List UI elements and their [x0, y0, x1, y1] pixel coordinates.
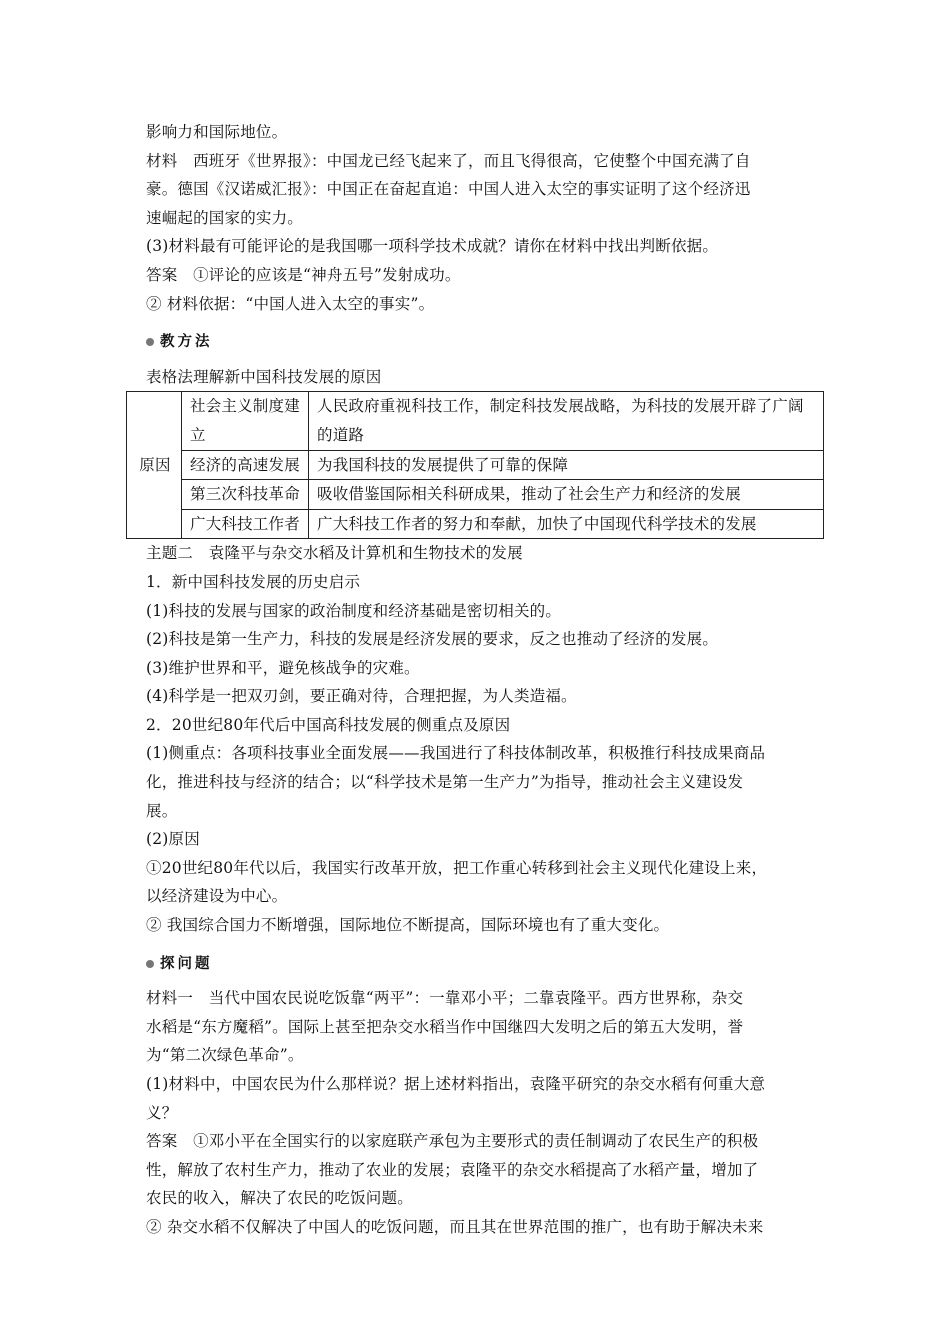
- document-page: [139, 118, 826, 1242]
- table-row-label: 原因: [127, 392, 182, 539]
- bullet-icon: [146, 960, 154, 968]
- text-line: 材料 西班牙《世界报》：中国龙已经飞起来了，而且飞得很高，它使整个中国充满了自: [146, 151, 751, 170]
- bullet-icon: [146, 338, 154, 346]
- table-row: [127, 509, 824, 539]
- answer-line: ② 杂交水稻不仅解决了中国人的吃饭问题，而且其在世界范围的推广，也有助于解决未来: [146, 1217, 764, 1236]
- middle-text-block: [146, 539, 826, 939]
- table-cell-factor: 社会主义制度建立: [182, 392, 309, 450]
- text-line: 材料一 当代中国农民说吃饭靠“两平”：一靠邓小平；二靠袁隆平。西方世界称，杂交: [146, 989, 744, 1008]
- text-line: 水稻是“东方魔稻”。国际上甚至把杂交水稻当作中国继四大发明之后的第五大发明，誉: [146, 1017, 744, 1036]
- answer-line: 性，解放了农村生产力，推动了农业的发展；袁隆平的杂交水稻提高了水稻产量，增加了: [146, 1160, 759, 1179]
- text-line: ② 我国综合国力不断增强，国际地位不断提高，国际环境也有了重大变化。: [146, 916, 670, 935]
- text-line: 以经济建设为中心。: [146, 887, 288, 906]
- text-line: 化，推进科技与经济的结合；以“科学技术是第一生产力”为指导，推动社会主义建设发: [146, 773, 744, 792]
- text-line: (4)科学是一把双刃剑，要正确对待，合理把握，为人类造福。: [146, 687, 577, 706]
- text-line: 为“第二次绿色革命”。: [146, 1046, 304, 1065]
- answer-line: 答案 ①邓小平在全国实行的以家庭联产承包为主要形式的责任制调动了农民生产的积极: [146, 1132, 759, 1151]
- answer-line: ② 材料依据：“中国人进入太空的事实”。: [146, 294, 435, 313]
- text-line: (1)侧重点：各项科技事业全面发展——我国进行了科技体制改革，积极推行科技成果商品: [146, 744, 766, 763]
- text-line: 1．新中国科技发展的历史启示: [146, 572, 361, 591]
- text-line: 2．20世纪80年代后中国高科技发展的侧重点及原因: [146, 715, 511, 734]
- answer-line: 答案 ①评论的应该是“神舟五号”发射成功。: [146, 265, 461, 284]
- table-cell-desc: 广大科技工作者的努力和奉献，加快了中国现代科学技术的发展: [309, 509, 824, 539]
- bottom-text-block: [146, 984, 826, 1241]
- question-line: (3)材料最有可能评论的是我国哪一项科学技术成就？请你在材料中找出判断依据。: [146, 237, 719, 256]
- section-heading-text: 探问题: [160, 955, 213, 972]
- text-line: (1)科技的发展与国家的政治制度和经济基础是密切相关的。: [146, 601, 562, 620]
- topic-heading: 主题二 袁隆平与杂交水稻及计算机和生物技术的发展: [146, 544, 523, 563]
- table-cell-desc: 为我国科技的发展提供了可靠的保障: [309, 450, 824, 480]
- table-row: [127, 450, 824, 480]
- text-line: (3)维护世界和平，避免核战争的灾难。: [146, 658, 420, 677]
- top-text-block: [146, 118, 826, 318]
- table-cell-factor: 经济的高速发展: [182, 450, 309, 480]
- question-line: 义？: [146, 1103, 178, 1122]
- table-row: [127, 392, 824, 450]
- question-line: (1)材料中，中国农民为什么那样说？据上述材料指出，袁隆平研究的杂交水稻有何重大意: [146, 1075, 766, 1093]
- table-cell-desc: 人民政府重视科技工作，制定科技发展战略，为科技的发展开辟了广阔的道路: [309, 392, 824, 450]
- text-line: ①20世纪80年代以后，我国实行改革开放，把工作重心转移到社会主义现代化建设上来，: [146, 858, 768, 877]
- section-heading-explore: [146, 950, 826, 979]
- section-heading-text: 教方法: [160, 334, 213, 351]
- section-heading-method: [146, 328, 826, 357]
- table-row: [127, 480, 824, 510]
- table-cell-factor: 广大科技工作者: [182, 509, 309, 539]
- text-line: 影响力和国际地位。: [146, 123, 288, 141]
- table-cell-factor: 第三次科技革命: [182, 480, 309, 510]
- table-cell-desc: 吸收借鉴国际相关科研成果，推动了社会生产力和经济的发展: [309, 480, 824, 510]
- reasons-table: [126, 391, 824, 539]
- text-line: 豪。德国《汉诺威汇报》：中国正在奋起直追：中国人进入太空的事实证明了这个经济迅: [146, 180, 751, 199]
- answer-line: 农民的收入，解决了农民的吃饭问题。: [146, 1189, 413, 1208]
- table-title: 表格法理解新中国科技发展的原因: [146, 367, 382, 386]
- text-line: (2)原因: [146, 830, 200, 849]
- text-line: 速崛起的国家的实力。: [146, 208, 304, 227]
- text-line: 展。: [146, 801, 178, 820]
- text-line: (2)科技是第一生产力，科技的发展是经济发展的要求，反之也推动了经济的发展。: [146, 630, 719, 649]
